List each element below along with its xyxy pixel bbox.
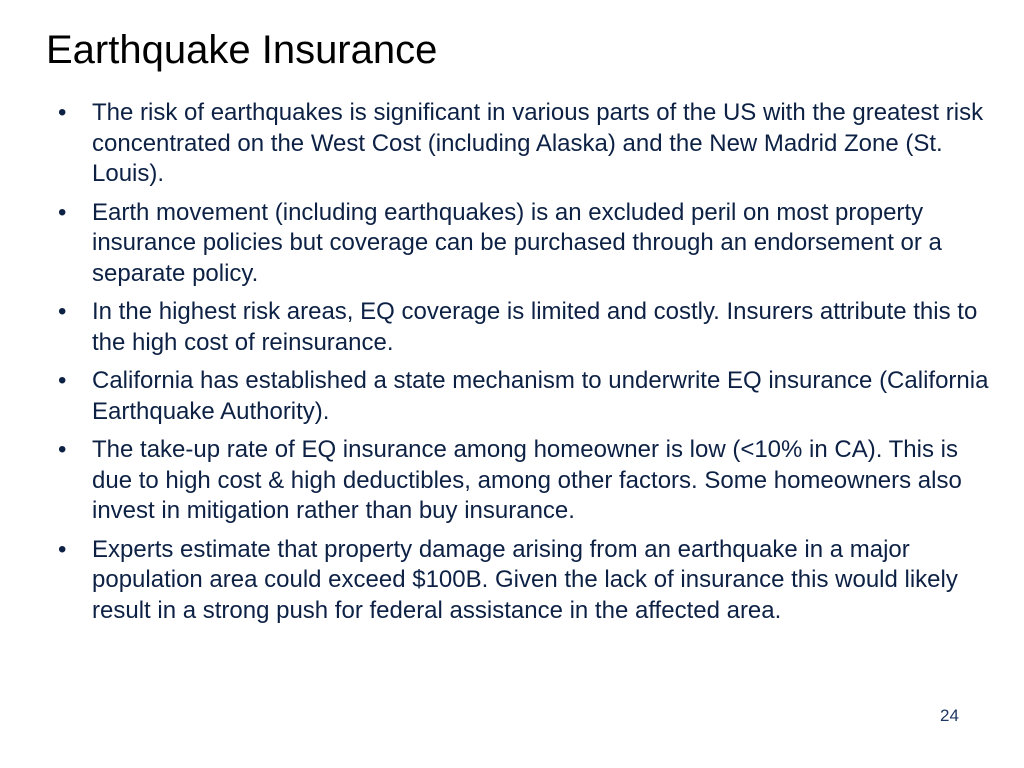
page-number: 24 <box>940 706 959 725</box>
bullet-item <box>58 435 998 527</box>
bullet-icon: • <box>58 99 67 126</box>
bullet-text: In the highest risk areas, EQ coverage is limited and costly. Insurers attribute this to the high cost of reinsurance. <box>92 298 978 356</box>
bullet-item <box>58 198 998 290</box>
bullet-text: Earth movement (including earthquakes) is an excluded peril on most property insurance policies but coverage can be purchased through an endorsement or a separate policy. <box>92 198 942 287</box>
slide-title: Earthquake Insurance <box>46 28 438 72</box>
bullet-text: The take-up rate of EQ insurance among homeowner is low (<10% in CA). This is due to high cost & high deductibles, among other factors. Some homeowners also invest in mitigation rather than buy insurance. <box>92 436 962 524</box>
bullet-icon: • <box>58 367 67 394</box>
bullet-text: The risk of earthquakes is significant in various parts of the US with the greatest risk concentrated on the West Cost (including Alaska) and the New Madrid Zone (St. Louis). <box>92 99 984 187</box>
bullet-list <box>58 98 998 634</box>
bullet-item <box>58 535 998 627</box>
bullet-icon: • <box>58 298 67 325</box>
bullet-item <box>58 297 998 358</box>
bullet-icon: • <box>58 198 67 226</box>
bullet-item <box>58 366 998 427</box>
bullet-text: California has established a state mechanism to underwrite EQ insurance (California Earthquake Authority). <box>92 367 989 425</box>
bullet-icon: • <box>58 436 67 463</box>
bullet-item <box>58 98 998 190</box>
bullet-icon: • <box>58 535 67 563</box>
bullet-text: Experts estimate that property damage arising from an earthquake in a major population area could exceed $100B. Given the lack of insurance this would likely result in a strong push for federal assistance in the affected area. <box>92 535 958 624</box>
